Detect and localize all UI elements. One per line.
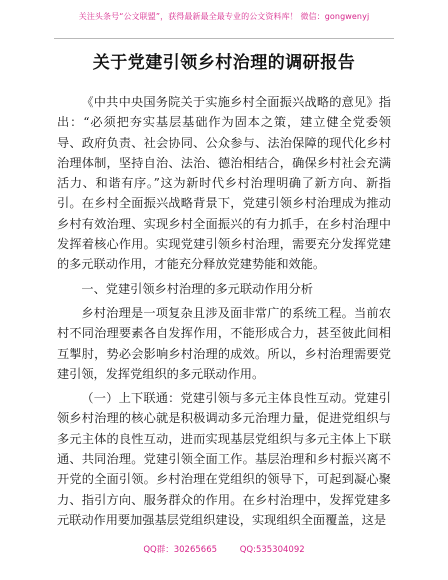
qq-group-text: QQ群：30265665 bbox=[143, 545, 218, 555]
paragraph-intro: 《中共中央国务院关于实施乡村全面振兴战略的意见》指出：“必须把夯实基层基础作为固本之策，建立健全党委领导、政府负责、社会协同、公众参与、法治保障的现代化乡村治理体制，坚持自治、法治、德治相结合，确保乡村社会充满活力、和谐有序。”这为新时代乡村治理明确了新方向、新指引。在乡村全面振兴战略背景下，党建引领乡村治理成为推动乡村有效治理、实现乡村全面振兴的有力抓手，在乡村治理中发挥着核心作用。实现党建引领乡村治理，需要充分发挥党建的多元联动作用，才能充分释放党建势能和效能。 bbox=[57, 95, 391, 272]
promo-banner: 关注头条号“公文联盟”，获得最新最全最专业的公文资料库！ 微信：gongwenyj bbox=[78, 12, 370, 21]
document-body bbox=[57, 92, 391, 530]
qq-text: QQ:535304092 bbox=[239, 545, 305, 555]
header-rule bbox=[54, 38, 394, 39]
document-title: 关于党建引领乡村治理的调研报告 bbox=[92, 53, 356, 73]
section-heading: 一、党建引领乡村治理的多元联动作用分析 bbox=[81, 281, 313, 296]
paragraph-subsection-1: （一）上下联通：党建引领与多元主体良性互动。党建引领乡村治理的核心就是积极调动多元治理力量，促进党组织与多元主体的良性互动，进而实现基层党组织与多元主体上下联通、共同治理。党建引领全面工作。基层治理和乡村振兴离不开党的全面引领。乡村治理在党组织的领导下，可起到凝心聚力、指引方向、服务群众的作用。在乡村治理中，发挥党建多元联动作用要加强基层党组织建设，实现组织全面覆盖，这是 bbox=[57, 391, 391, 527]
paragraph-overview: 乡村治理是一项复杂且涉及面非常广的系统工程。当前农村不同治理要素各自发挥作用，不能形成合力，甚至彼此间相互掣肘，势必会影响乡村治理的成效。所以，乡村治理需要党建引领，发挥党组织的多元联动作用。 bbox=[57, 305, 391, 381]
contact-footer bbox=[0, 545, 448, 555]
